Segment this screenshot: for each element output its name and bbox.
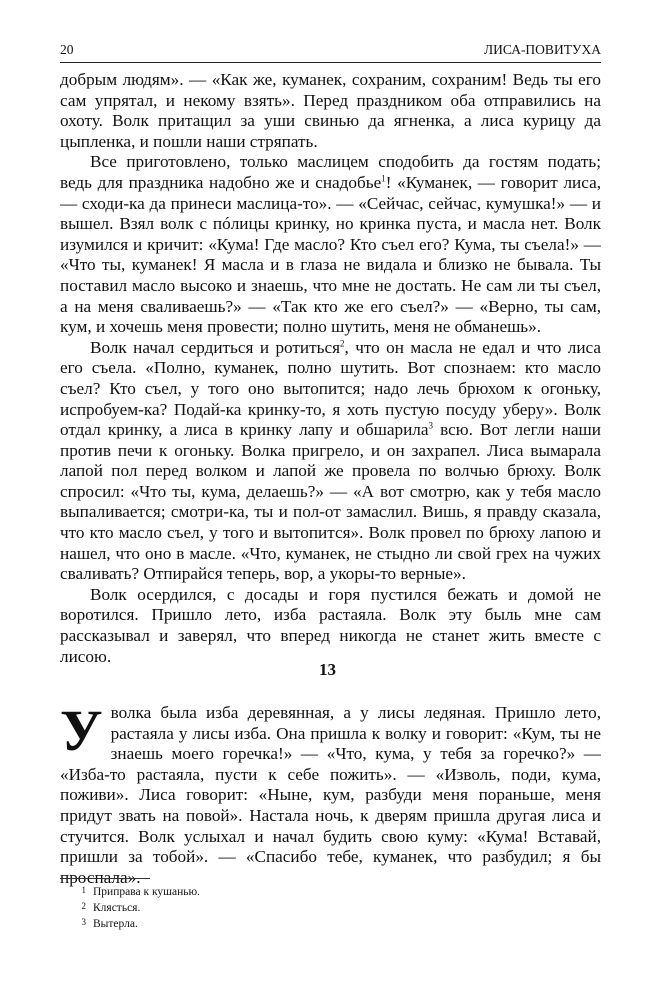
paragraph-3-text-a: Волк начал сердиться и ротиться: [90, 337, 340, 357]
story-13-text: волка была изба деревянная, а у лисы ледяная. Пришло лето, растаяла у лисы изба. Она пришла к волку и говорит: «Кум, ты не знаешь моего горечка!» — «Что, кума, у тебя за горечко?» — «Изба-то растаяла, пусти к себе пожить». — «Изволь, поди, кума, поживи». Лиса говорит: «Ныне, кум, разбуди меня пораньше, меня придут звать на повой». Настала ночь, к дверям пришла другая лиса и стучится. Волк услыхал и начал будить свою куму: «Кума! Вставай, пришли за тобой». — «Спасибо тебе, куманек, что разбудил; я бы проспала».: [60, 703, 601, 887]
footnote-rule: [60, 878, 150, 879]
paragraph-2-text-a: Все приготовлено, только маслицем сподобить да гостям подать; ведь для праздника надобно же и снадобье: [60, 152, 601, 192]
paragraph-3-text-c: всю. Вот легли наши против печи к огоньку. Волка пригрело, и он захрапел. Лиса вымарала лапой пол перед волком и лапой же провела по волчью брюху. Волк спросил: «Что ты, кума, делаешь?» — «А вот смотрю, как у тебя масло выпаливается; смотри-ка, ты и пол-от замаслил. Вишь, я правду сказала, что кто масло съел, у того и вытопится». Волк провел по брюху лапою и нашел, что оно в масле. «Что, куманек, не стыдно ли свой грех на чужих сваливать? Отпирайся теперь, вор, а укоры-то верные».: [60, 420, 601, 584]
story-13-paragraph: [60, 698, 601, 888]
footnote-mark-1: 1: [381, 173, 386, 184]
footnote-text: Вытерла.: [93, 918, 138, 930]
paragraph-4: Волк осердился, с досады и горя пустился бежать и домой не воротился. Пришло лето, изба растаяла. Волк эту быль мне сам рассказывал и заверял, что вперед никогда не станет жить вместе с лисою.: [60, 584, 601, 666]
footnote-2: [60, 900, 601, 916]
paragraph-1: добрым людям». — «Как же, куманек, сохраним, сохраним! Ведь ты его сам упрятал, и некому взять». Перед праздником оба отправились на охоту. Волк притащил за уши свинью да ягненка, а лиса курицу да цыпленка, и пошли наши стряпать.: [60, 70, 601, 151]
footnote-number: 1: [81, 885, 86, 895]
footnote-1: [60, 884, 601, 900]
page-number: 20: [60, 42, 74, 57]
footnote-mark-2: 2: [340, 337, 345, 348]
drop-cap: У: [60, 698, 103, 763]
footnote-number: 3: [81, 917, 86, 927]
paragraph-3: [60, 338, 601, 585]
footnote-text: Приправа к кушанью.: [93, 886, 200, 898]
paragraph-3-text-b: , что он масла не едал и что лиса его съела. «Полно, куманек, полно шутить. Вот спознаем: кто масло съел? Кто съел, у того оно вытопится; надо лечь брюхом к огоньку, испробуем-ка? Подай-ка кринку-то, я хоть пустую посуду уберу». Волк отдал кринку, а лиса в кринку лапу и обшарила: [60, 337, 601, 440]
footnote-text: Клясться.: [93, 902, 141, 914]
story-12-body: [60, 70, 601, 667]
paragraph-2-text-b: ! «Куманек, — говорит лиса, — сходи-ка да принеси маслица-то». — «Сейчас, сейчас, кумушка!» — и вышел. Взял волк с пóлицы кринку, но кринка пуста, и масла нет. Волк изумился и кричит: «Кума! Где масло? Кто съел его? Кума, ты съела!» — «Что ты, куманек! Я масла и в глаза не видала и близко не бывала. Ты поставил масло высоко и знаешь, что мне не достать. Не сам ли ты съел, а на меня сваливаешь?» — «Так кто же его съел?» — «Верно, ты сам, кум, и хочешь меня провести; полно шутить, меня не обманешь».: [60, 172, 601, 337]
story-13-body: [60, 698, 601, 888]
running-title: ЛИСА-ПОВИТУХА: [483, 42, 601, 57]
section-number: 13: [319, 660, 336, 679]
footnote-mark-3: 3: [428, 420, 433, 431]
footnote-3: [60, 916, 601, 932]
paragraph-2: [60, 152, 601, 337]
footnotes: [60, 878, 601, 932]
header-rule: [60, 62, 601, 63]
footnote-number: 2: [81, 901, 86, 911]
running-header: [60, 40, 601, 58]
